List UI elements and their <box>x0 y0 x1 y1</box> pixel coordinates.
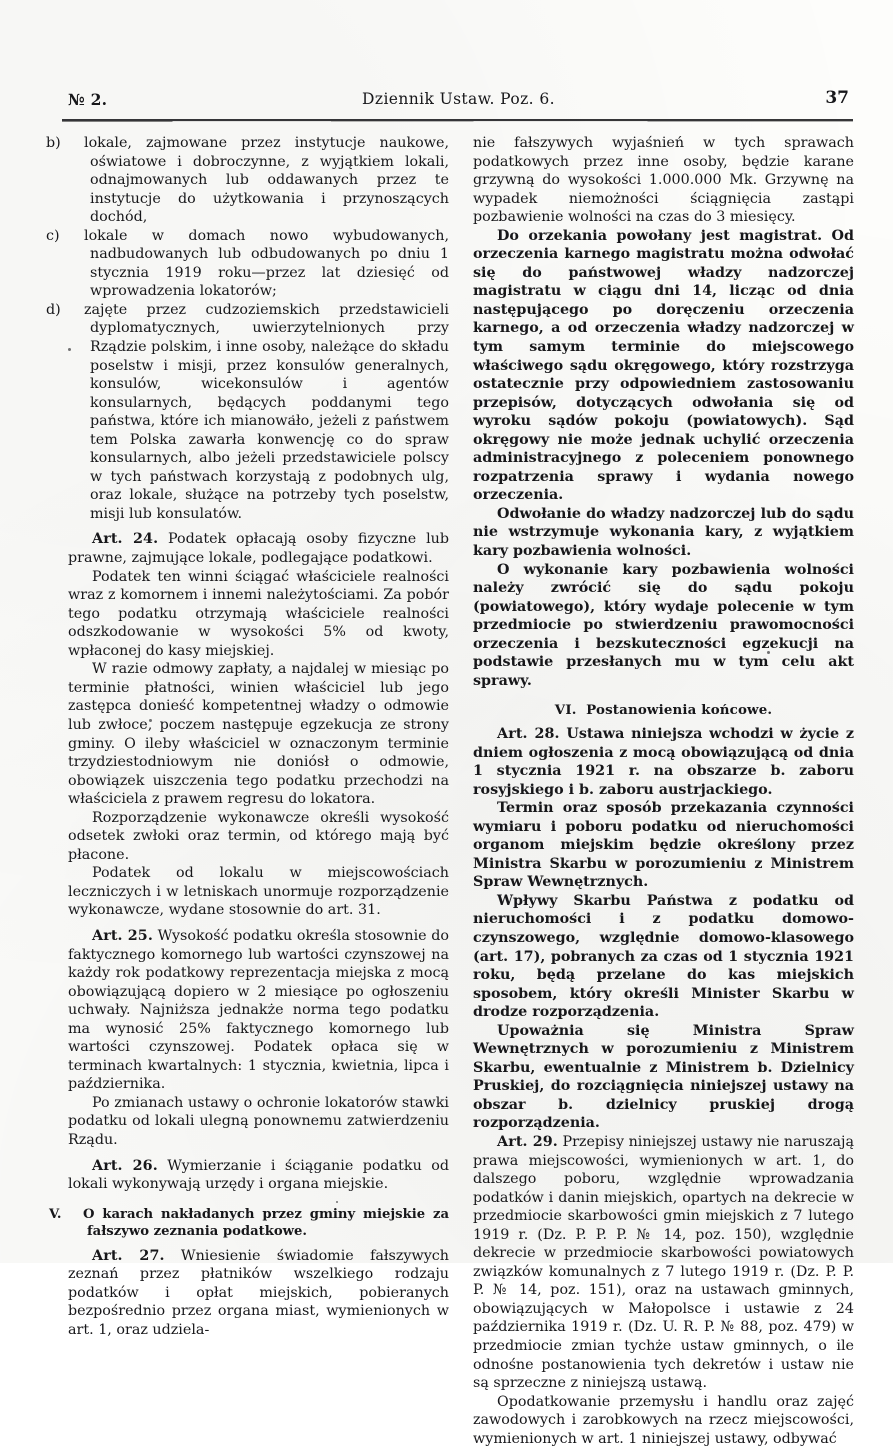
left-column <box>46 134 450 1338</box>
article-25-label: Art. 25. <box>92 927 153 944</box>
journal-title: Dziennik Ustaw. Poz. 6. <box>362 90 555 108</box>
item-marker-b: b) <box>46 135 61 151</box>
issue-number: № 2. <box>68 90 108 109</box>
paragraph-wykonanie-kary: O wykonanie kary pozbawienia wolności należy zwrócić się do sądu pokoju (powiatowego), który wydaje polecenie w tym przedmiocie po stwierdzeniu prawomocności orzeczenia i bezskuteczności egzekucji na podstawie przesłanych mu w tym celu akt sprawy. <box>473 561 854 689</box>
paragraph-upowaznia: Upoważnia się Ministra Spraw Wewnętrznych w porozumieniu z Ministrem Skarbu, ewentualnie z Ministrem b. Dzielnicy Pruskiej, do rozciągnięcia niniejszej ustawy na obszar b. dzielnicy pruskiej drogą rozporządzenia. <box>473 1022 854 1132</box>
section-heading-v <box>49 1206 449 1240</box>
article-25 <box>68 927 449 1094</box>
article-26 <box>68 1157 449 1194</box>
section-v-title: O karach nakładanych przez gminy miejskie za fałszywo zeznania podatkowe. <box>83 1206 449 1239</box>
paragraph-kary-continued: nie fałszywych wyjaśnień w tych sprawach podatkowych przez inne osoby, będzie karane grzywną do wysokości 1.000.000 Mk. Grzywnę na wypadek niemożności ściągnięcia zastąpi pozbawienie wolności na czas do 3 miesięcy. <box>473 135 854 226</box>
list-item <box>46 301 449 524</box>
article-27-label: Art. 27. <box>92 1247 165 1264</box>
item-marker-d: d) <box>46 301 61 318</box>
running-head <box>68 90 849 114</box>
article-24-label: Art. 24. <box>92 531 159 548</box>
item-text: lokale w domach nowo wybudowanych, nadbudowanych lub odbudowanych po dniu 1 stycznia 1919 roku—przez lat dziesięć od wprowadzenia lokatorów; <box>84 227 449 300</box>
paragraph-pobor: Podatek ten winni ściągać właściciele realności wraz z komornem i innemi należytościami. Za pobór tego podatku otrzymają właściciele realności odszkodowanie w wysokości 5% od kwoty, wpłaconej do kasy miejskiej. <box>68 568 449 659</box>
paragraph-odwolanie: Odwołanie do władzy nadzorczej lub do sądu nie wstrzymuje wykonania kary, z wyjątkiem kary pozbawienia wolności. <box>473 505 854 560</box>
article-28-label: Art. 28. <box>497 725 560 742</box>
article-27-text: Wniesienie świadomie fałszywych zeznań przez płatników wszelkiego rodzaju podatków i opłat miejskich, pobieranych bezpośrednio przez organa miast, wymienionych w art. 1, oraz udziela- <box>68 1247 449 1338</box>
item-marker-c: c) <box>46 227 60 244</box>
paragraph-odmowa: W razie odmowy zapłaty, a najdalej w miesiąc po terminie płatności, winien właściciel lub jego zastępca donieść kompetentnej władzy o odmowie lub zwłoce, poczem następuje egzekucja ze strony gminy. O ileby właściciel w oznaczonym terminie trzydziestodniowym nie doniósł o odmowie, obowiązek uiszczenia tego podatku przechodzi na właściciela z prawem regresu do lokatora. <box>68 661 449 808</box>
article-24 <box>68 530 449 567</box>
section-vi-title: Postanowienia końcowe. <box>586 702 773 719</box>
article-27 <box>68 1247 449 1340</box>
paragraph-termin: Termin oraz sposób przekazania czynności wymiaru i poboru podatku od nieruchomości organom miejskim będzie określony przez Ministra Skarbu w porozumieniu z Ministrem Spraw Wewnętrznych. <box>473 800 854 891</box>
paragraph-ochrona: Po zmianach ustawy o ochronie lokatorów stawki podatku od lokali ulegną ponownemu zatwierdzeniu Rządu. <box>68 1094 449 1148</box>
list-item <box>46 134 449 227</box>
article-26-label: Art. 26. <box>92 1157 158 1174</box>
item-text: zajęte przez cudzoziemskich przedstawicieli dyplomatycznych, uwierzytelnionych przy Rządzie polskim, i inne osoby, należące do składu poselstw i misji, przez konsulów generalnych, konsulów, wicekonsulów i agentów konsularnych, będących poddanymi tego państwa, które ich mianowało, jeżeli z państwem tem Polska zawarła konwencję co do spraw konsularnych, albo jeżeli przedstawiciele polscy w tych państwach korzystają z podobnych ulg, oraz lokale, służące na potrzeby tych poselstw, misji lub konsulatów. <box>84 301 449 522</box>
article-25-text: Wysokość podatku określa stosownie do faktycznego komornego lub wartości czynszowej na każdy rok podatkowy reprezentacja miejska z mocą obowiązującą dopiero w 2 miesiące po ogłoszeniu uchwały. Najniższa jednakże norma tego podatku ma wynosić 25% faktycznego komornego lub wartości czynszowej. Podatek opłaca się w terminach kwartalnych: 1 stycznia, kwietnia, lipca i października. <box>68 927 449 1093</box>
list-item <box>46 227 449 301</box>
item-text: lokale, zajmowane przez instytucje naukowe, oświatowe i dobroczynne, z wyjątkiem lokali, odnajmowanych lub oddawanych przez te instytucje do użytkowania i przynoszących dochód, <box>84 135 449 226</box>
page-number: 37 <box>825 88 849 108</box>
article-26-text: Wymierzanie i ściąganie podatku od lokali wykonywają urzędy i organa miejskie. <box>68 1157 450 1193</box>
section-heading-vi <box>473 701 854 720</box>
article-24-text: Podatek opłacają osoby fizyczne lub prawne, zajmujące lokale, podlegające podatkowi. <box>68 531 450 567</box>
header-rule <box>62 119 853 121</box>
paragraph-wplywy: Wpływy Skarbu Państwa z podatku od nieruchomości i z podatku domowo-czynszowego, względnie domowo-klasowego (art. 17), pobranych za czas od 1 stycznia 1921 roku, będą przelane do kas miejskich sposobem, który określi Minister Skarbu w drodze rozporządzenia. <box>473 892 854 1021</box>
article-28-text: Ustawa niniejsza wchodzi w życie z dniem ogłoszenia z mocą obowiązującą od dnia 1 stycznia 1921 r. na obszarze b. zaboru rosyjskiego i b. zaboru austrjackiego. <box>473 725 854 798</box>
article-29-text: Przepisy niniejszej ustawy nie naruszają prawa miejscowości, wymienionych w art. 1, do dalszego poboru, względnie wprowadzania podatków i danin miejskich, opartych na dekrecie w przedmiocie skarbowości gmin miejskich z 7 lutego 1919 r. (Dz. P. P. P. № 14, poz. 150), względnie dekrecie w przedmiocie skarbowości powiatowych związków komunalnych z 7 lutego 1919 r. (Dz. P. P. P. № 14, poz. 151), oraz na ustawach gminnych, obowiązujących w Małopolsce i ustawie z 24 października 1919 r. (Dz. U. R. P. № 88, poz. 479) w przedmiocie zmian tychże ustaw gminnych, o ile odnośne postanowienia tych dekretów i ustaw nie są sprzeczne z niniejszą ustawą. <box>473 1133 854 1392</box>
two-column-body <box>46 134 854 1447</box>
paragraph-opodatkowanie: Opodatkowanie przemysłu i handlu oraz zajęć zawodowych i zarobkowych na rzecz miejscowości, wymienionych w art. 1 niniejszej ustawy, odbywać <box>473 1393 854 1447</box>
article-28 <box>473 725 854 799</box>
section-v-numeral: V. <box>49 1206 62 1222</box>
paragraph-lecznicze: Podatek od lokalu w miejscowościach leczniczych i w letniskach unormuje rozporządzenie wykonawcze, wydane stosownie do art. 31. <box>68 865 449 919</box>
section-vi-numeral: VI. <box>554 702 577 719</box>
right-column <box>473 134 854 1447</box>
paragraph-orzekanie: Do orzekania powołany jest magistrat. Od orzeczenia karnego magistratu można odwołać się do państwowej władzy nadzorczej magistratu w ciągu dni 14, licząc od dnia następującego po doręczeniu orzeczenia karnego, a od orzeczenia władzy nadzorczej w tym samym terminie do miejscowego właściwego sądu okręgowego, który rozstrzyga ostatecznie przy odpowiedniem zastosowaniu przepisów, dotyczących odwołania się od wyroku sądów pokoju (powiatowych). Sąd okręgowy nie może jednak uchylić orzeczenia administracyjnego z poleceniem ponownego rozpatrzenia sprawy i wydania nowego orzeczenia. <box>473 227 854 504</box>
paragraph-rozporzadzenie: Rozporządzenie wykonawcze określi wysokość odsetek zwłoki oraz termin, od którego mają być płacone. <box>68 809 449 863</box>
article-29-label: Art. 29. <box>497 1133 558 1150</box>
